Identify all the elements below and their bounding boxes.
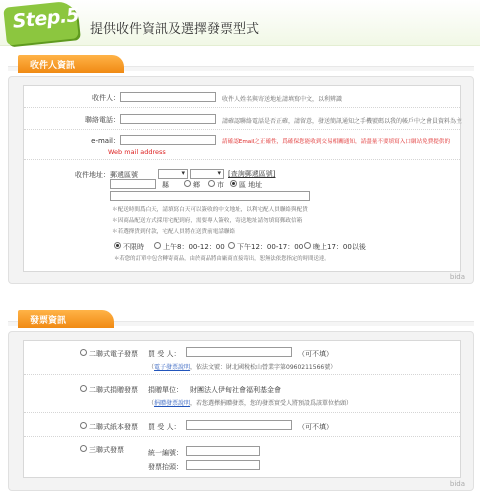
address-note-1: ＊配送時間爲白天，請填寫白天可以簽收的中文地址，以利宅配人員聯絡與配貨 [112, 207, 308, 213]
town-unit: 鄉 [193, 181, 200, 189]
donation-unit-value: 財團法人伊甸社會福利基金會 [190, 386, 281, 394]
buyer-input-paper[interactable] [186, 420, 292, 430]
donation-invoice-info-link[interactable]: 捐贈發票說明 [154, 400, 191, 407]
time-afternoon-radio[interactable] [228, 242, 235, 249]
tax-id-label: 統一編號： [148, 449, 183, 457]
invoice-title-label: 發票抬頭： [148, 463, 183, 471]
email-hint: 請確認Email之正確性，爲確保您能收到交易相關通知，請盡量不要填寫入口網站免費提供的 [222, 139, 451, 145]
invoice-option-row [24, 375, 460, 413]
panel-corner-logo: bida [449, 480, 465, 488]
tax-id-input[interactable] [186, 446, 260, 456]
city-unit: 市 [217, 181, 224, 189]
invoice-electronic-label: 二聯式電子發票 [89, 350, 138, 358]
invoice-section-title: 發票資訊 [30, 316, 67, 326]
zip-lookup-link[interactable]: [查詢郵遞區號] [228, 170, 276, 178]
recipient-name-label: 收件人： [92, 94, 120, 102]
time-morning-label: 上午8：00-12：00 [163, 243, 225, 251]
time-anytime-radio[interactable] [114, 242, 121, 249]
invoice-section-tab [18, 310, 114, 328]
zip-label: 郵遞區號 [110, 171, 138, 179]
invoice-option-row [24, 437, 460, 479]
phone-input[interactable] [120, 114, 216, 124]
invoice-form [23, 340, 461, 478]
time-morning-radio[interactable] [154, 242, 161, 249]
buyer-label: 買 受 人： [148, 350, 181, 358]
town-select[interactable] [190, 169, 224, 179]
electronic-note: （電子發票說明，依法文號：財北國稅松山營業字第0960211566號） [148, 364, 337, 371]
invoice-title-input[interactable] [186, 460, 260, 470]
buyer-label: 買 受 人： [148, 423, 181, 431]
recipient-section-tab [18, 55, 124, 73]
town-radio[interactable] [184, 180, 191, 187]
recipient-panel [8, 76, 474, 284]
district-radio[interactable] [230, 180, 237, 187]
address-row [24, 160, 460, 273]
city-radio[interactable] [208, 180, 215, 187]
email-label: e-mail： [91, 137, 120, 145]
email-subhint: Web mail address [108, 148, 166, 156]
time-note: ＊若您的訂單中包含轉寄商品，由於商品將由廠商直接寄出，恕無法依您指定的時間送達。 [114, 256, 330, 262]
invoice-option-row [24, 413, 460, 437]
recipient-form [23, 85, 461, 272]
invoice-option-row [24, 341, 460, 375]
recipient-section-title: 收件人資訊 [30, 61, 76, 71]
invoice-triplicate-radio[interactable] [80, 445, 87, 452]
step-title: 提供收件資訊及選擇發票型式 [90, 22, 260, 37]
panel-corner-logo: bida [449, 273, 465, 281]
time-evening-radio[interactable] [304, 242, 311, 249]
email-input[interactable] [120, 135, 216, 145]
time-anytime-label: 不限時 [123, 243, 144, 251]
step-badge-text: Step.5 [11, 4, 81, 33]
electronic-invoice-info-link[interactable]: 電子發票說明 [154, 364, 191, 371]
county-select[interactable] [158, 169, 188, 179]
county-unit: 縣 [162, 181, 169, 189]
donation-note: （捐贈發票說明，若您選擇捐贈發票，您的發票實受人將預設爲該單位抬頭） [148, 400, 353, 407]
donation-note-text: ，若您選擇捐贈發票，您的發票實受人將預設爲該單位抬頭） [190, 400, 353, 407]
invoice-donation-label: 二聯式捐贈發票 [89, 386, 138, 394]
electronic-note-text: ，依法文號：財北國稅松山營業字第0960211566號） [190, 364, 337, 371]
time-evening-label: 晚上17：00以後 [313, 243, 366, 251]
district-unit: 區 地址 [239, 181, 263, 189]
invoice-donation-radio[interactable] [80, 385, 87, 392]
donation-unit-label: 捐贈單位： [148, 386, 183, 394]
email-row [24, 130, 460, 160]
recipient-name-input[interactable] [120, 92, 216, 102]
recipient-name-row [24, 86, 460, 108]
address-note-2: ＊因商品配送方式採用宅配到府，需要專人簽收，寄送地址請勿填寫郵政信箱 [112, 218, 303, 224]
buyer-optional-hint: （可不填） [298, 350, 333, 358]
invoice-paper-radio[interactable] [80, 422, 87, 429]
buyer-input-electronic[interactable] [186, 347, 292, 357]
street-address-input[interactable] [110, 191, 310, 201]
step-header [0, 0, 480, 46]
invoice-electronic-radio[interactable] [80, 349, 87, 356]
invoice-triplicate-label: 三聯式發票 [89, 446, 124, 454]
invoice-panel [8, 331, 474, 491]
step-badge [3, 0, 79, 45]
phone-row [24, 108, 463, 130]
time-afternoon-label: 下午12：00-17：00 [237, 243, 304, 251]
buyer-optional-hint: （可不填） [298, 423, 333, 431]
invoice-paper-label: 二聯式紙本發票 [89, 423, 138, 431]
zip-input[interactable] [110, 179, 156, 189]
address-label: 收件地址： [75, 171, 110, 179]
phone-hint: 請確認聯絡電話是否正確，請留意，發送簡訊通知之手機號碼以我的帳戶中之會員資料為主 [222, 118, 463, 125]
phone-label: 聯絡電話： [85, 116, 120, 124]
address-note-3: ＊若選擇貨到付款，宅配人員將在送貨前電話聯絡 [112, 229, 236, 235]
recipient-name-hint: 收件人姓名與寄送地址請填寫中文，以利辨識 [222, 96, 343, 103]
